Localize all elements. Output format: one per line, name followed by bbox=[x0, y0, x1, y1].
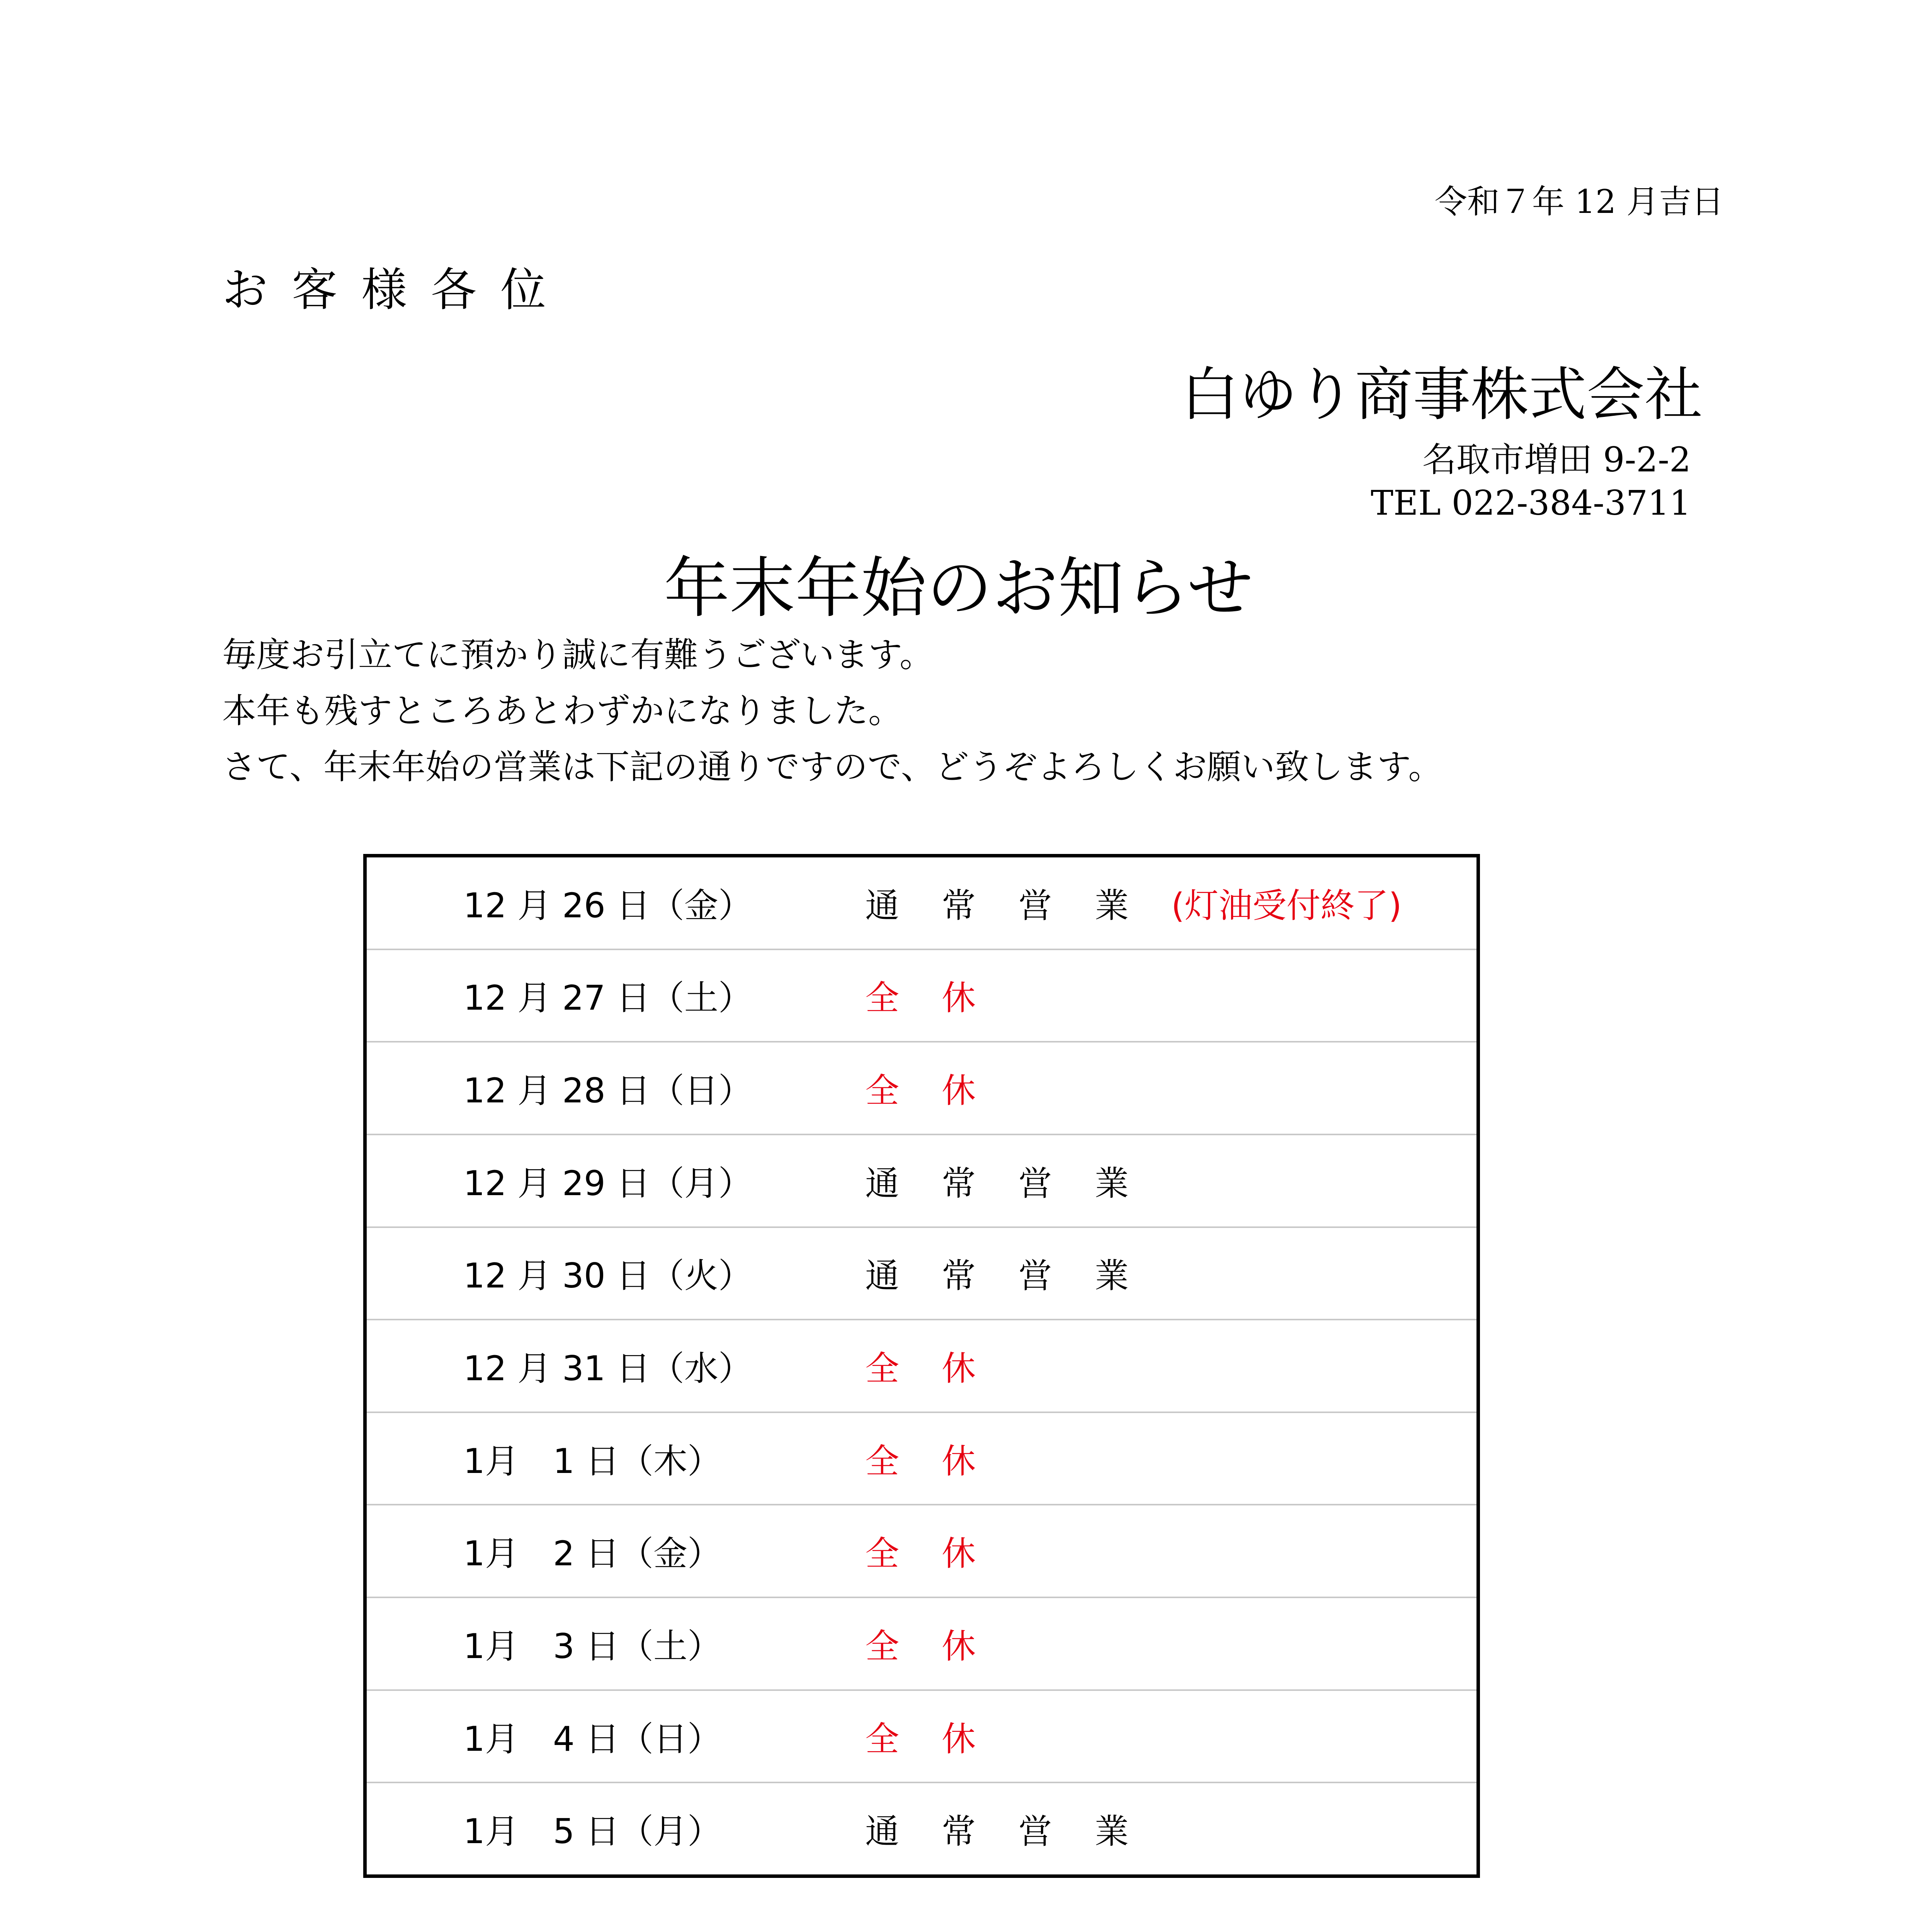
schedule-status: 全休 bbox=[865, 1719, 1019, 1759]
schedule-date: 12 月 27 日（土） bbox=[463, 978, 752, 1018]
schedule-status: 全休 bbox=[865, 1626, 1019, 1666]
schedule-date: 12 月 31 日（水） bbox=[463, 1349, 752, 1389]
schedule-date: 1月 4 日（日） bbox=[463, 1719, 721, 1759]
table-row bbox=[367, 1135, 1476, 1228]
table-row bbox=[367, 1598, 1476, 1691]
table-row bbox=[367, 1783, 1476, 1874]
greeting-line-3: さて、年末年始の営業は下記の通りですので、どうぞよろしくお願い致します。 bbox=[222, 747, 1442, 787]
table-row bbox=[367, 1043, 1476, 1135]
table-row bbox=[367, 1228, 1476, 1321]
greeting-line-2: 本年も残すところあとわずかになりました。 bbox=[222, 691, 903, 731]
recipient: お客様各位 bbox=[222, 263, 570, 316]
schedule-date: 12 月 30 日（火） bbox=[463, 1256, 752, 1296]
schedule-table bbox=[363, 854, 1480, 1878]
schedule-status: 全休 bbox=[865, 1441, 1019, 1481]
schedule-status: 通常営業 bbox=[865, 885, 1172, 925]
table-row bbox=[367, 857, 1476, 950]
schedule-status: 全休 bbox=[865, 1349, 1019, 1389]
company-tel: TEL 022-384-3711 bbox=[1371, 483, 1691, 523]
company-address: 名取市増田 9-2-2 bbox=[1422, 440, 1691, 480]
table-row bbox=[367, 1320, 1476, 1413]
schedule-status: 通常営業 bbox=[865, 1256, 1172, 1296]
table-row bbox=[367, 1413, 1476, 1506]
schedule-status: 通常営業 bbox=[865, 1811, 1172, 1852]
schedule-status: 全休 bbox=[865, 978, 1019, 1018]
schedule-date: 1月 5 日（月） bbox=[463, 1811, 721, 1852]
table-row bbox=[367, 1691, 1476, 1784]
schedule-status: 全休 bbox=[865, 1071, 1019, 1111]
schedule-note: (灯油受付終了) bbox=[1171, 885, 1402, 925]
schedule-status: 全休 bbox=[865, 1534, 1019, 1574]
schedule-date: 12 月 29 日（月） bbox=[463, 1163, 752, 1203]
page-title: 年末年始のお知らせ bbox=[664, 550, 1253, 627]
greeting-line-1: 毎度お引立てに預かり誠に有難うございます。 bbox=[222, 635, 934, 675]
schedule-date: 12 月 28 日（日） bbox=[463, 1071, 752, 1111]
company-name: 白ゆり商事株式会社 bbox=[1180, 361, 1703, 429]
issue-date: 令和７年 12 月吉日 bbox=[1434, 183, 1724, 221]
schedule-status: 通常営業 bbox=[865, 1163, 1172, 1203]
schedule-date: 12 月 26 日（金） bbox=[463, 885, 752, 925]
schedule-date: 1月 1 日（木） bbox=[463, 1441, 721, 1481]
schedule-date: 1月 2 日（金） bbox=[463, 1534, 721, 1574]
table-row bbox=[367, 950, 1476, 1043]
table-row bbox=[367, 1505, 1476, 1598]
schedule-date: 1月 3 日（土） bbox=[463, 1626, 721, 1666]
